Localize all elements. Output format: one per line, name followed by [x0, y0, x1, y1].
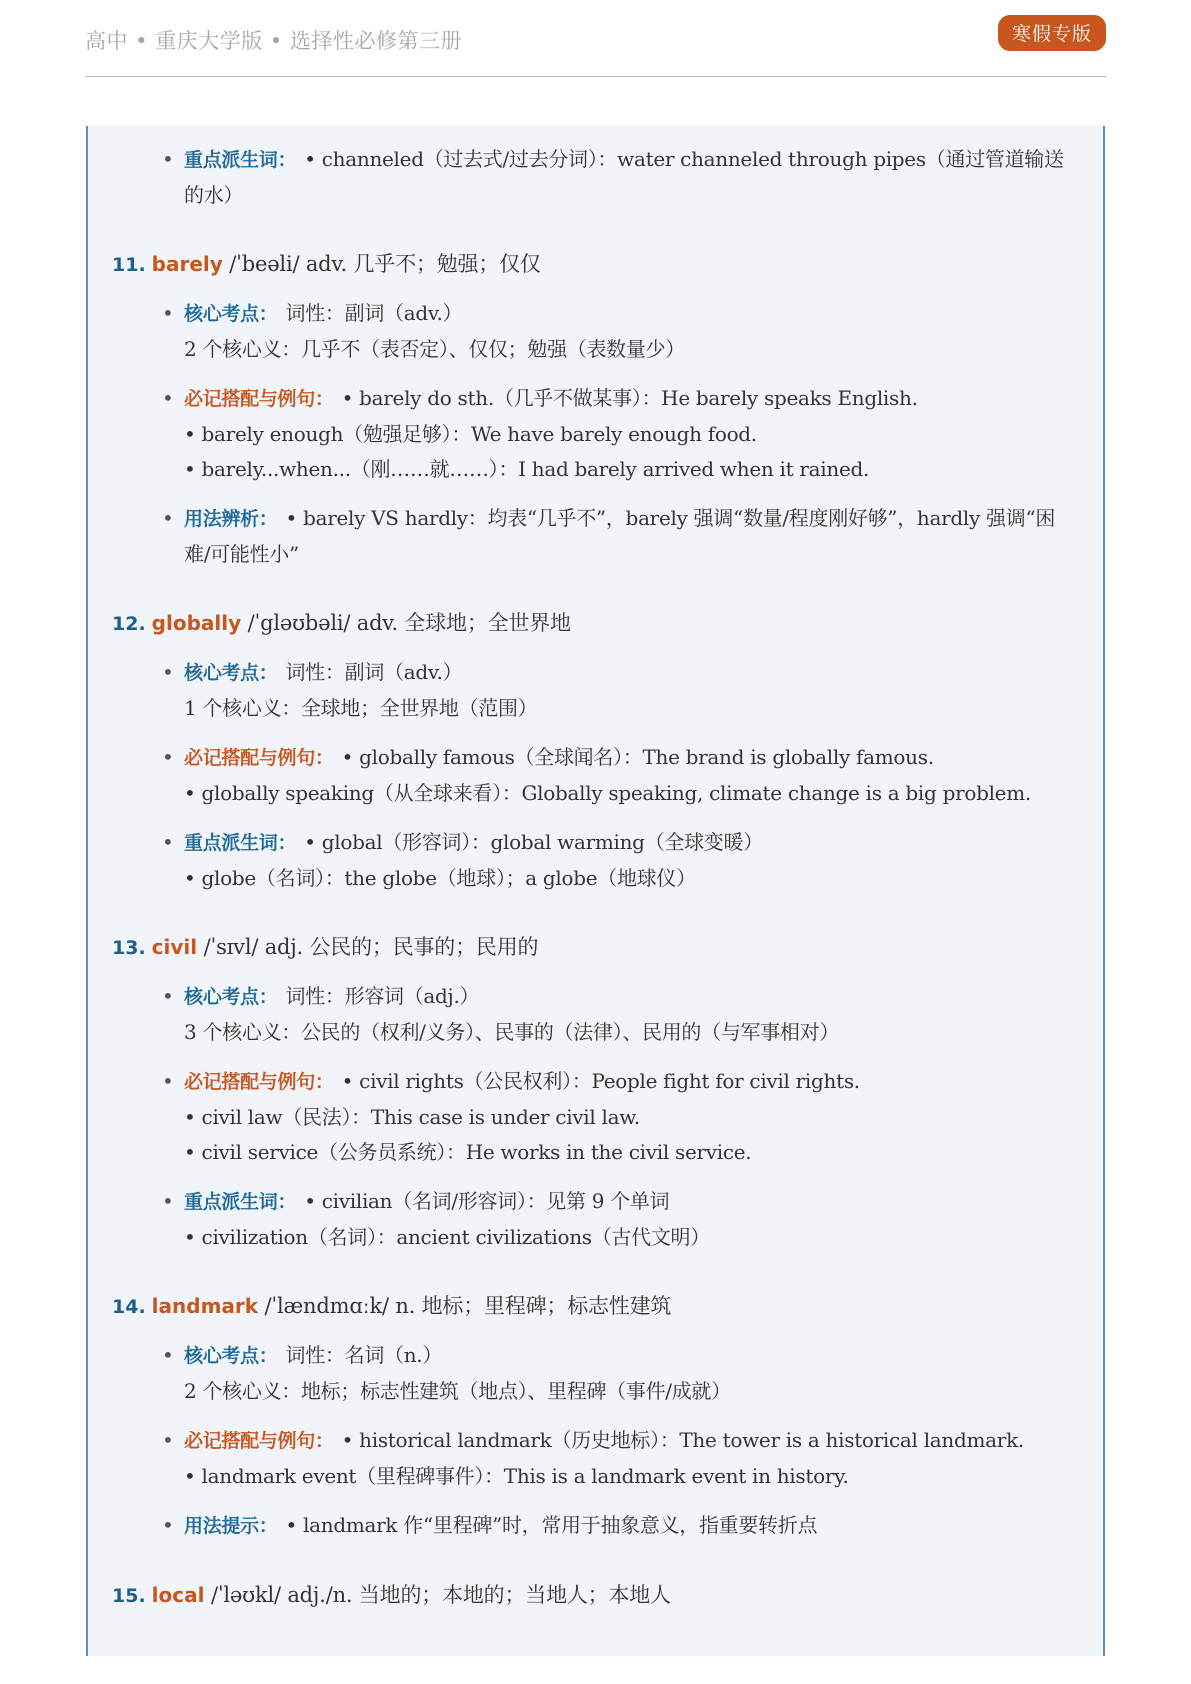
headword: civil: [151, 935, 198, 959]
entry-number: 14.: [112, 1296, 146, 1318]
usage-tip-section: [112, 1508, 1067, 1544]
section-line: [184, 142, 1067, 213]
entry-definition: /ˈsɪvl/ adj. 公民的；民事的；民用的: [197, 935, 539, 959]
section-label: 必记搭配与例句：: [184, 747, 334, 769]
bullet-icon: •: [162, 506, 174, 530]
section-text: • civil service（公务员系统）：He works in the civil service.: [184, 1140, 752, 1164]
section-label: 重点派生词：: [184, 149, 297, 171]
section-label: 核心考点：: [184, 1345, 278, 1367]
usage-section: [112, 501, 1067, 572]
core-points-section: [112, 1338, 1067, 1409]
entry-number: 13.: [112, 937, 146, 959]
entry-number: 12.: [112, 613, 146, 635]
core-points-section: [112, 655, 1067, 726]
entry-definition: /ˈgləʊbəli/ adv. 全球地；全世界地: [241, 611, 571, 635]
section-text: • landmark event（里程碑事件）：This is a landmark event in history.: [184, 1464, 849, 1488]
section-label: 核心考点：: [184, 303, 278, 325]
collocations-section: [112, 381, 1067, 487]
bullet-icon: •: [162, 1428, 174, 1452]
section-text: • barely enough（勉强足够）：We have barely enough food.: [184, 422, 757, 446]
section-text: • civilization（名词）：ancient civilizations（古代文明）: [184, 1225, 710, 1249]
edition-badge: 寒假专版: [998, 15, 1106, 51]
entry-definition: /ˈləʊkl/ adj./n. 当地的；本地的；当地人；本地人: [204, 1583, 671, 1607]
section-label: 核心考点：: [184, 986, 278, 1008]
word-entry-heading: [112, 606, 1067, 641]
section-text: 2 个核心义：几乎不（表否定）、仅仅；勉强（表数量少）: [184, 337, 685, 361]
collocations-section: [112, 1423, 1067, 1494]
derivatives-section: [112, 825, 1067, 896]
section-text: • civil rights（公民权利）：People fight for civil rights.: [341, 1069, 860, 1093]
header-title: 高中 • 重庆大学版 • 选择性必修第三册: [85, 29, 462, 53]
word-entry-heading: [112, 1578, 1067, 1613]
entry-definition: /ˈlændmɑːk/ n. 地标；里程碑；标志性建筑: [258, 1294, 672, 1318]
section-label: 必记搭配与例句：: [184, 388, 334, 410]
section-text: 词性：形容词（adj.）: [285, 984, 480, 1008]
section-label: 重点派生词：: [184, 832, 297, 854]
derivatives-section: [112, 1184, 1067, 1255]
section-label: 重点派生词：: [184, 1191, 297, 1213]
bullet-icon: •: [162, 1343, 174, 1367]
bullet-icon: •: [162, 1513, 174, 1537]
bullet-icon: •: [162, 386, 174, 410]
section-text: • historical landmark（历史地标）：The tower is a historical landmark.: [341, 1428, 1024, 1452]
section-text: • channeled（过去式/过去分词）：water channeled through pipes（通过管道输送的水）: [184, 147, 1064, 207]
section-text: • globally speaking（从全球来看）：Globally speaking, climate change is a big problem.: [184, 781, 1031, 805]
section-text: • landmark 作“里程碑”时，常用于抽象意义，指重要转折点: [285, 1513, 818, 1537]
section-label: 用法提示：: [184, 1515, 278, 1537]
headword: globally: [151, 611, 242, 635]
headword: landmark: [151, 1294, 259, 1318]
section-text: • civilian（名词/形容词）：见第 9 个单词: [304, 1189, 670, 1213]
collocations-section: [112, 740, 1067, 811]
section-text: • barely do sth.（几乎不做某事）：He barely speaks English.: [341, 386, 918, 410]
headword: local: [151, 1583, 205, 1607]
headword: barely: [151, 252, 223, 276]
bullet-icon: •: [162, 745, 174, 769]
section-label: 核心考点：: [184, 662, 278, 684]
page-header: [85, 0, 1106, 77]
derivatives-section: [112, 142, 1067, 213]
bullet-icon: •: [162, 984, 174, 1008]
section-text: • global（形容词）：global warming（全球变暖）: [304, 830, 763, 854]
section-text: 3 个核心义：公民的（权利/义务）、民事的（法律）、民用的（与军事相对）: [184, 1020, 840, 1044]
core-points-section: [112, 296, 1067, 367]
section-label: 必记搭配与例句：: [184, 1071, 334, 1093]
section-text: • globally famous（全球闻名）：The brand is globally famous.: [341, 745, 934, 769]
word-entry-heading: [112, 247, 1067, 282]
section-label: 用法辨析：: [184, 508, 278, 530]
section-text: • globe（名词）：the globe（地球）；a globe（地球仪）: [184, 866, 696, 890]
bullet-icon: •: [162, 660, 174, 684]
word-entry-heading: [112, 930, 1067, 965]
bullet-icon: •: [162, 301, 174, 325]
entry-number: 15.: [112, 1585, 146, 1607]
section-text: 词性：副词（adv.）: [285, 301, 463, 325]
bullet-icon: •: [162, 1189, 174, 1213]
section-text: 1 个核心义：全球地；全世界地（范围）: [184, 696, 538, 720]
section-text: 2 个核心义：地标；标志性建筑（地点）、里程碑（事件/成就）: [184, 1379, 731, 1403]
section-text: • barely...when...（刚……就……）：I had barely arrived when it rained.: [184, 457, 870, 481]
bullet-icon: •: [162, 1069, 174, 1093]
section-text: • barely VS hardly：均表“几乎不”，barely 强调“数量/程度刚好够”，hardly 强调“困难/可能性小”: [184, 506, 1056, 566]
section-text: 词性：副词（adv.）: [285, 660, 463, 684]
core-points-section: [112, 979, 1067, 1050]
vocabulary-panel: [86, 126, 1105, 1656]
bullet-icon: •: [162, 830, 174, 854]
collocations-section: [112, 1064, 1067, 1170]
vocabulary-list: [112, 142, 1067, 1613]
entry-number: 11.: [112, 254, 146, 276]
entry-definition: /ˈbeəli/ adv. 几乎不；勉强；仅仅: [222, 252, 541, 276]
word-entry-heading: [112, 1289, 1067, 1324]
section-text: • civil law（民法）：This case is under civil law.: [184, 1105, 640, 1129]
section-text: 词性：名词（n.）: [285, 1343, 443, 1367]
bullet-icon: •: [162, 147, 174, 171]
section-label: 必记搭配与例句：: [184, 1430, 334, 1452]
